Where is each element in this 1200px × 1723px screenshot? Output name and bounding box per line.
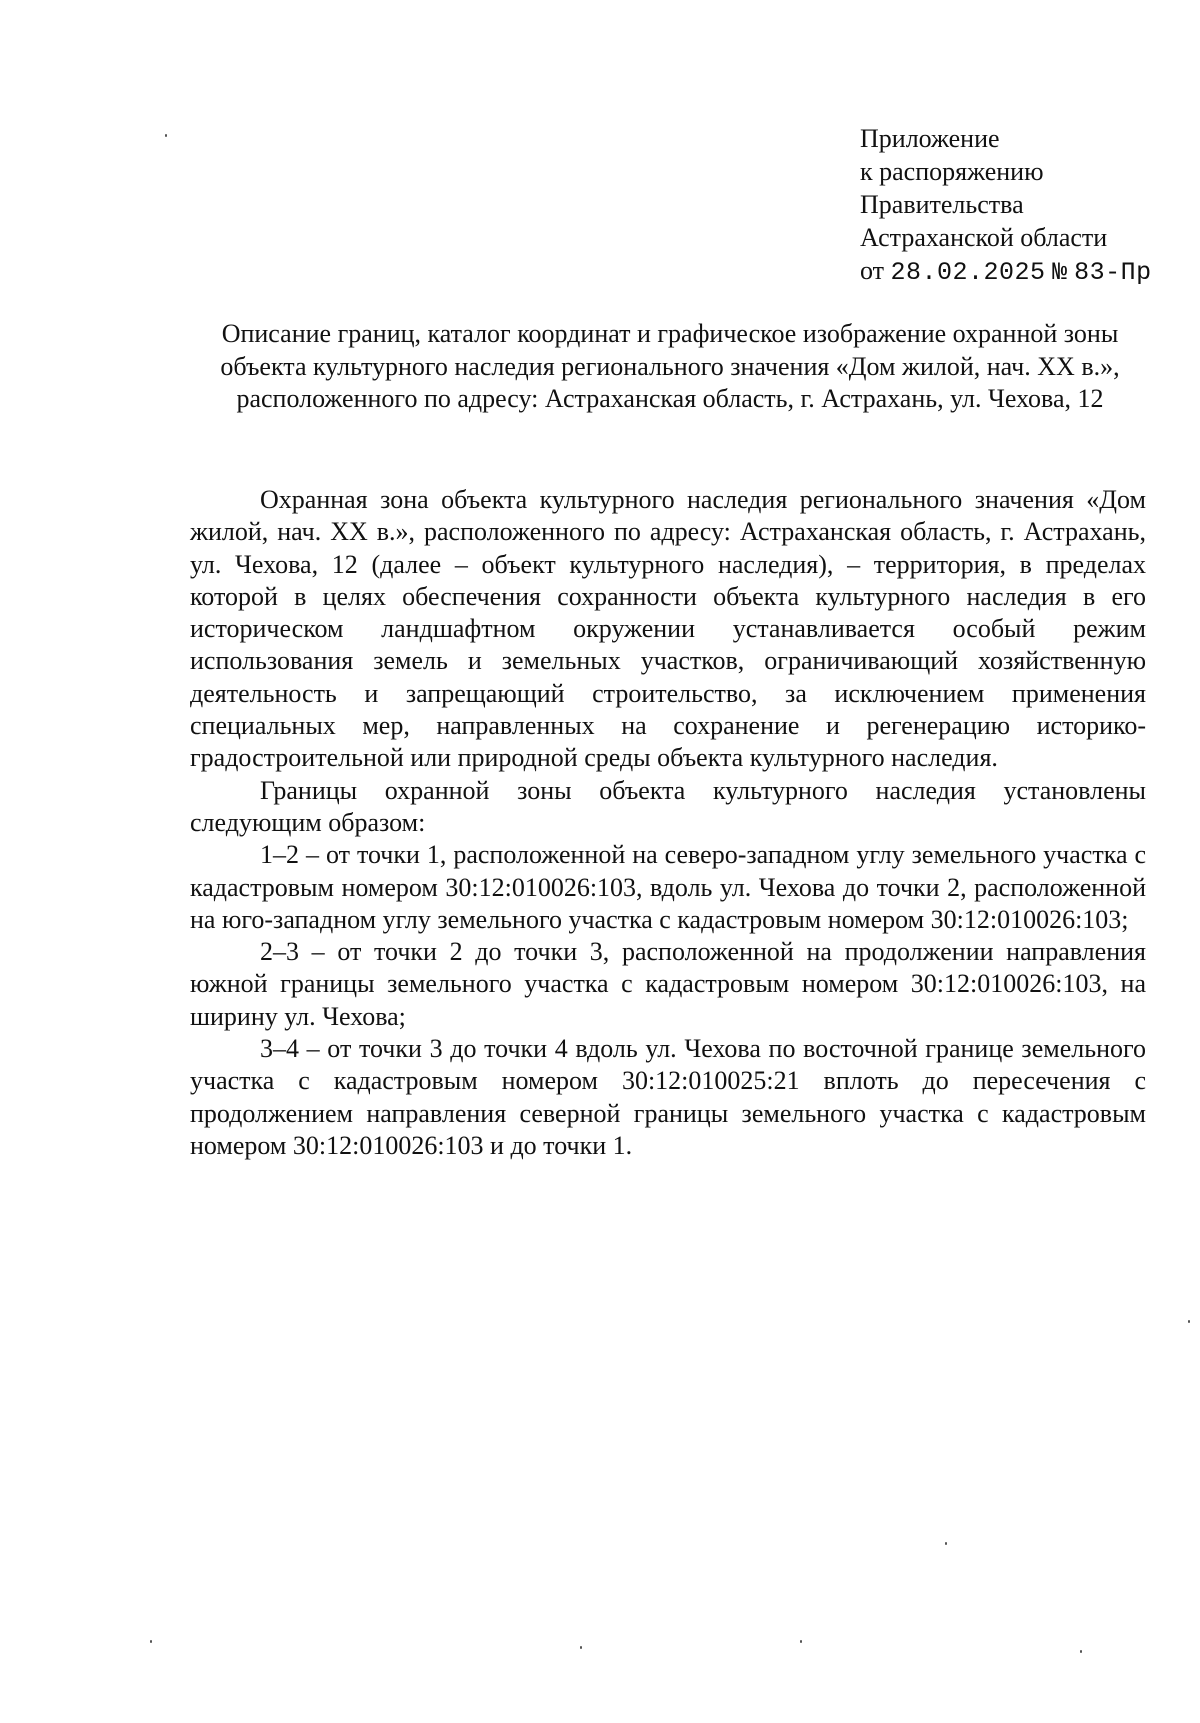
appendix-block bbox=[860, 122, 1180, 289]
scan-speck bbox=[165, 134, 167, 137]
appendix-date-row bbox=[860, 254, 1180, 289]
document-title: Описание границ, каталог координат и графическое изображение охранной зоны объекта культурного наследия регионального значения «Дом жилой, нач. XX в.», расположенного по адресу: Астраханская область, г. Астрахань, ул. Чехова, 12 bbox=[220, 319, 1120, 413]
date-prefix: от bbox=[860, 256, 885, 285]
paragraph-segment-3-4: 3–4 – от точки 3 до точки 4 вдоль ул. Чехова по восточной границе земельного участка с кадастровым номером 30:12:010025:21 вплоть до пересечения с продолжением направления северной границы земельного участка с кадастровым номером 30:12:010026:103 и до точки 1. bbox=[190, 1034, 1146, 1160]
paragraph-segment-1-2: 1–2 – от точки 1, расположенной на северо-западном углу земельного участка с кадастровым номером 30:12:010026:103, вдоль ул. Чехова до точки 2, расположенной на юго-западном углу земельного участка с кадастровым номером 30:12:010026:103; bbox=[190, 840, 1146, 934]
scan-speck bbox=[580, 1646, 582, 1649]
scan-speck bbox=[1080, 1650, 1082, 1653]
paragraph-intro: Охранная зона объекта культурного наследия регионального значения «Дом жилой, нач. XX в.», расположенного по адресу: Астраханская область, г. Астрахань, ул. Чехова, 12 (далее – объект культурного наследия), – территория, в пределах которой в целях обеспечения сохранности объекта культурного наследия в его историческом ландшафтном окружении устанавливается особый режим использования земель и земельных участков, ограничивающий хозяйственную деятельность и запрещающий строительство, за исключением применения специальных мер, направленных на сохранение и регенерацию историко-градостроительной или природной среды объекта культурного наследия. bbox=[190, 485, 1146, 773]
document-number: 83-Пр bbox=[1074, 258, 1152, 287]
number-sign: № bbox=[1052, 258, 1068, 287]
document-date: 28.02.2025 bbox=[890, 258, 1046, 287]
scan-speck bbox=[800, 1640, 802, 1643]
scan-speck bbox=[150, 1640, 152, 1643]
document-body bbox=[190, 484, 1146, 1162]
scan-speck bbox=[945, 1542, 947, 1545]
appendix-line-3: Правительства bbox=[860, 190, 1024, 219]
scan-speck bbox=[1188, 1320, 1190, 1323]
paragraph-segment-2-3: 2–3 – от точки 2 до точки 3, расположенной на продолжении направления южной границы земельного участка с кадастровым номером 30:12:010026:103, на ширину ул. Чехова; bbox=[190, 937, 1146, 1031]
appendix-line-1: Приложение bbox=[860, 124, 1000, 153]
appendix-line-4: Астраханской области bbox=[860, 223, 1108, 252]
appendix-line-2: к распоряжению bbox=[860, 157, 1044, 186]
paragraph-boundaries-lead: Границы охранной зоны объекта культурного наследия установлены следующим образом: bbox=[190, 775, 1146, 837]
